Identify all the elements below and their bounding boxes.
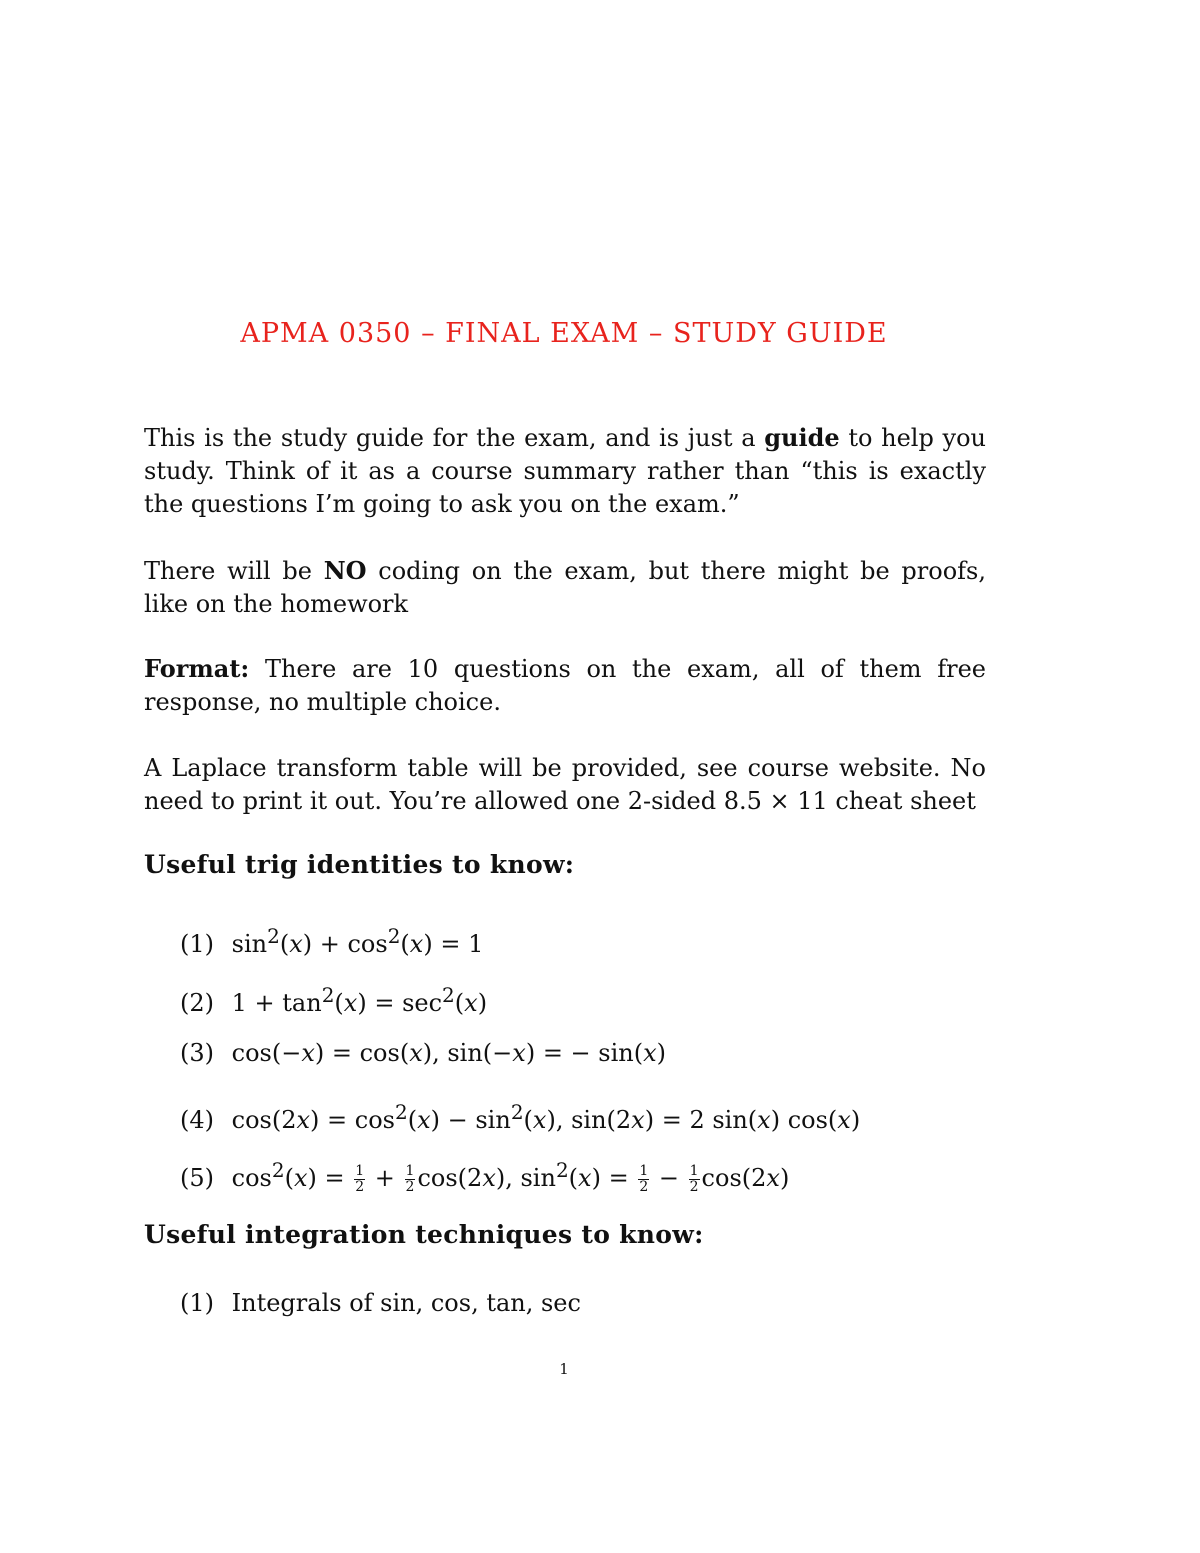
item-number: (2) [180, 988, 214, 1017]
intro-bold-word: guide [764, 423, 840, 452]
integration-techniques-heading: Useful integration techniques to know: [144, 1220, 704, 1249]
coding-text-after: coding on the exam, but there might be proofs, like on the homework [144, 557, 986, 618]
trig-identity-item [180, 979, 860, 1038]
coding-note-paragraph [144, 554, 986, 621]
integration-item-text: Integrals of sin, cos, tan, sec [231, 1289, 581, 1317]
laplace-note-paragraph: A Laplace transform table will be provided, see course website. No need to print it out. You’re allowed one 2-sided 8.5 × 11 cheat sheet [144, 754, 986, 815]
intro-text-before: This is the study guide for the exam, and is just a [144, 424, 765, 452]
identity-formula: cos(−x) = cos(x), sin(−x) = − sin(x) [231, 1039, 667, 1067]
fraction-one-half: $\frac{1}{2}$ [689, 1163, 699, 1195]
identity-formula: $\cos^2(x)$ = $\frac{1}{2}$ + $\frac{1}{2}$ cos(2x), $\sin^2(x)$ = $\frac{1}{2}$ − $\frac{1}{2}$ cos(2x) [231, 1158, 790, 1195]
trig-identity-item [180, 920, 860, 979]
integration-item [180, 1287, 581, 1346]
integration-techniques-list [180, 1287, 581, 1346]
identity-formula: $\sin^2(x) + \cos^2(x) = 1$ [231, 924, 484, 958]
item-number: (1) [180, 930, 214, 958]
intro-text-after: to help you study. Think of it as a course summary rather than “this is exactly the questions I’m going to ask you on the exam.” [144, 424, 986, 518]
trig-identities-heading: Useful trig identities to know: [144, 850, 575, 879]
item-number: (4) [180, 1105, 214, 1134]
item-number: (5) [180, 1164, 214, 1192]
fraction-one-half: $\frac{1}{2}$ [639, 1163, 649, 1195]
identity-formula: $\cos(2x) = \cos^2(x) - \sin^2(x)$, sin(2x) = 2 sin(x) cos(x) [231, 1099, 861, 1134]
coding-text-before: There will be [144, 557, 324, 585]
item-number: (3) [180, 1039, 214, 1067]
trig-identities-list [180, 920, 860, 1213]
format-label: Format: [144, 654, 250, 683]
fraction-one-half: $\frac{1}{2}$ [405, 1163, 415, 1195]
coding-bold-word: NO [323, 556, 367, 585]
page-number: 1 [559, 1360, 569, 1378]
page-title: APMA 0350 – FINAL EXAM – STUDY GUIDE [240, 318, 888, 349]
trig-identity-item [180, 1154, 860, 1213]
trig-identity-item [180, 1037, 860, 1096]
fraction-one-half: $\frac{1}{2}$ [355, 1163, 365, 1195]
item-number: (1) [180, 1289, 214, 1317]
format-paragraph [144, 652, 986, 719]
trig-identity-item [180, 1096, 860, 1155]
identity-formula: $1 + \tan^2(x) = \sec^2(x)$ [231, 982, 488, 1017]
format-text: There are 10 questions on the exam, all of them free response, no multiple choice. [144, 655, 986, 716]
intro-paragraph [144, 421, 986, 521]
